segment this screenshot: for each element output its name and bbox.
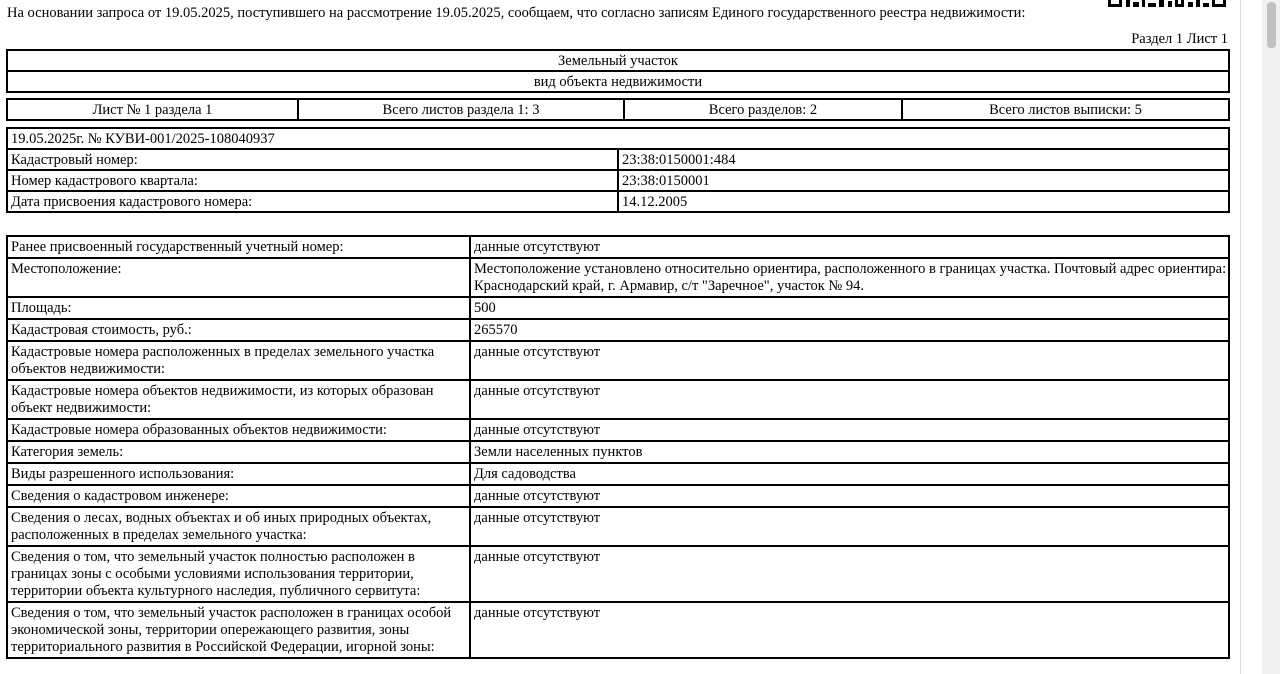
table-row bbox=[7, 297, 1229, 319]
table-row bbox=[7, 546, 1229, 602]
row-value: Земли населенных пунктов bbox=[470, 441, 1229, 463]
table-row bbox=[7, 341, 1229, 380]
total-sections: Всего разделов: 2 bbox=[624, 99, 902, 120]
row-label: Сведения о кадастровом инженере: bbox=[7, 485, 470, 507]
row-label: Сведения о том, что земельный участок расположен в границах особой экономической зоны, территории опережающего развития, зоны территориального развития в Российской Федерации, игорной зоны: bbox=[7, 602, 470, 658]
row-value: 500 bbox=[470, 297, 1229, 319]
row-value: 14.12.2005 bbox=[618, 191, 1229, 212]
total-sheets-extract: Всего листов выписки: 5 bbox=[902, 99, 1229, 120]
details-table bbox=[6, 235, 1230, 659]
total-sheets-section: Всего листов раздела 1: 3 bbox=[298, 99, 624, 120]
row-value: данные отсутствуют bbox=[470, 380, 1229, 419]
table-row bbox=[7, 507, 1229, 546]
row-label: Площадь: bbox=[7, 297, 470, 319]
row-label: Кадастровые номера расположенных в пределах земельного участка объектов недвижимости: bbox=[7, 341, 470, 380]
table-row bbox=[7, 485, 1229, 507]
sheets-table bbox=[6, 98, 1230, 121]
object-type: Земельный участок bbox=[7, 50, 1229, 71]
row-label: Кадастровый номер: bbox=[7, 149, 618, 170]
table-row bbox=[7, 236, 1229, 258]
table-row bbox=[7, 258, 1229, 297]
page-edge-divider bbox=[1240, 0, 1241, 674]
row-value: 23:38:0150001:484 bbox=[618, 149, 1229, 170]
row-label: Кадастровые номера объектов недвижимости, из которых образован объект недвижимости: bbox=[7, 380, 470, 419]
table-row bbox=[7, 191, 1229, 212]
row-label: Категория земель: bbox=[7, 441, 470, 463]
table-row bbox=[7, 319, 1229, 341]
intro-text: На основании запроса от 19.05.2025, поступившего на рассмотрение 19.05.2025, сообщаем, что согласно записям Единого государственного реестра недвижимости: bbox=[7, 5, 1026, 21]
row-label: Сведения о том, что земельный участок полностью расположен в границах зоны с особыми условиями использования территории, территории объекта культурного наследия, публичного сервитута: bbox=[7, 546, 470, 602]
row-value: 265570 bbox=[470, 319, 1229, 341]
table-row bbox=[7, 170, 1229, 191]
vertical-scrollbar[interactable] bbox=[1262, 0, 1280, 674]
section-sheet-ref: Раздел 1 Лист 1 bbox=[1131, 31, 1228, 47]
table-row bbox=[7, 441, 1229, 463]
row-label: Номер кадастрового квартала: bbox=[7, 170, 618, 191]
row-value: Для садоводства bbox=[470, 463, 1229, 485]
row-label: Дата присвоения кадастрового номера: bbox=[7, 191, 618, 212]
table-row bbox=[7, 419, 1229, 441]
row-value: данные отсутствуют bbox=[470, 602, 1229, 658]
object-type-table bbox=[6, 49, 1230, 93]
table-row bbox=[7, 463, 1229, 485]
main-info-table bbox=[6, 127, 1230, 213]
table-row bbox=[7, 602, 1229, 658]
qr-code-icon bbox=[1108, 0, 1226, 7]
row-label: Местоположение: bbox=[7, 258, 470, 297]
row-label: Сведения о лесах, водных объектах и об иных природных объектах, расположенных в пределах земельного участка: bbox=[7, 507, 470, 546]
sheet-number: Лист № 1 раздела 1 bbox=[7, 99, 298, 120]
row-label: Кадастровая стоимость, руб.: bbox=[7, 319, 470, 341]
row-value: Местоположение установлено относительно ориентира, расположенного в границах участка. Почтовый адрес ориентира: Краснодарский край, г. Армавир, с/т "Заречное", участок № 94. bbox=[470, 258, 1229, 297]
row-value: данные отсутствуют bbox=[470, 419, 1229, 441]
row-value: данные отсутствуют bbox=[470, 507, 1229, 546]
row-label: Кадастровые номера образованных объектов недвижимости: bbox=[7, 419, 470, 441]
row-value: данные отсутствуют bbox=[470, 485, 1229, 507]
table-row bbox=[7, 149, 1229, 170]
row-value: данные отсутствуют bbox=[470, 341, 1229, 380]
row-value: 23:38:0150001 bbox=[618, 170, 1229, 191]
row-label: Виды разрешенного использования: bbox=[7, 463, 470, 485]
scrollbar-thumb[interactable] bbox=[1267, 2, 1276, 48]
row-value: данные отсутствуют bbox=[470, 236, 1229, 258]
row-value: данные отсутствуют bbox=[470, 546, 1229, 602]
extract-date-number: 19.05.2025г. № КУВИ-001/2025-108040937 bbox=[7, 128, 1229, 149]
row-label: Ранее присвоенный государственный учетный номер: bbox=[7, 236, 470, 258]
object-type-caption: вид объекта недвижимости bbox=[7, 71, 1229, 92]
table-row bbox=[7, 380, 1229, 419]
